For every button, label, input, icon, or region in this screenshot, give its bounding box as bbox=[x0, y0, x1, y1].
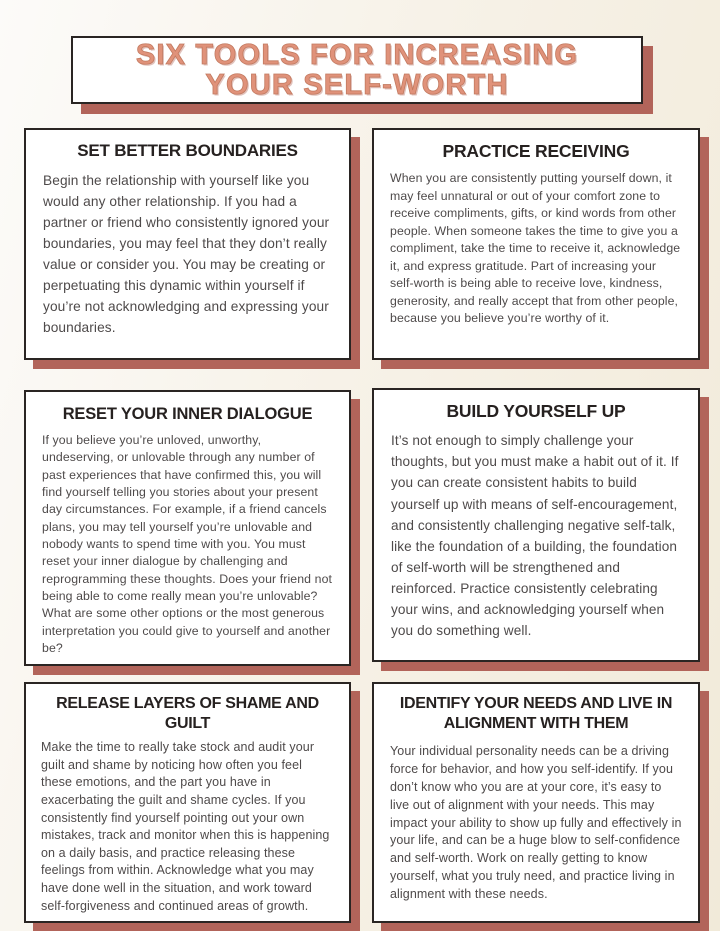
card-body-text: It’s not enough to simply challenge your thoughts, but you must make a habit out of it. If you can create consistent habits to build yourself up with means of self-encouragement, and consistently challenging negative self-talk, like the foundation of a building, the foundation of self-worth will be strengthened and reinforced. Practice consistently celebrating your wins, and acknowledging yourself when you do something well. bbox=[391, 433, 679, 638]
card-set-better-boundaries bbox=[24, 128, 351, 360]
card-reset-your-inner-dialogue bbox=[24, 390, 351, 666]
poster-title-line-1: SIX TOOLS FOR INCREASING bbox=[135, 38, 579, 71]
card-title: PRACTICE RECEIVING bbox=[442, 141, 630, 161]
card-body-text: If you believe you’re unloved, unworthy, undeserving, or unlovable through any number of past experiences that have confirmed this, you will find yourself telling you stories about your present day circumstances. For example, if a friend cancels plans, you may tell yourself you’re unlovable and nobody wants to spend time with you. You must reset your inner dialogue by challenging and reprogramming these thoughts. Does your friend not being able to come really mean you’re unlovable? What are some other options or the most generous interpretation you could give to yourself and another be? bbox=[42, 433, 333, 656]
card-title: RELEASE LAYERS OF SHAME AND GUILT bbox=[56, 695, 319, 732]
card-title: RESET YOUR INNER DIALOGUE bbox=[62, 405, 313, 423]
poster-title-line-2: YOUR SELF-WORTH bbox=[205, 69, 509, 101]
card-build-yourself-up bbox=[372, 388, 700, 662]
card-body-text: When you are consistently putting yourself down, it may feel unnatural or out of your comfort zone to receive compliments, gifts, or kind words from other people. When someone takes the time to give you a compliment, take the time to receive it, acknowledge it, and express gratitude. Part of increasing your self-worth is being able to receive love, kindness, generosity, and really accept that from other people, because you believe you’re worthy of it. bbox=[390, 171, 681, 325]
card-body-text: Your individual personality needs can be a driving force for behavior, and how you self-identify. If you don’t know who you are at your core, it’s easy to live out of alignment with your needs. This may impact your ability to show up fully and effectively in your life, and can be a huge blow to self-confidence and self-worth. Work on really getting to know yourself, what you truly need, and practice living in alignment with these needs. bbox=[390, 744, 682, 902]
card-title: IDENTIFY YOUR NEEDS AND LIVE IN ALIGNMENT WITH THEM bbox=[399, 695, 673, 732]
card-identify-your-needs bbox=[372, 682, 700, 923]
card-release-layers-of-shame-and-guilt bbox=[24, 682, 351, 923]
card-practice-receiving bbox=[372, 128, 700, 360]
card-title: SET BETTER BOUNDARIES bbox=[77, 141, 298, 160]
card-body-text: Make the time to really take stock and audit your guilt and shame by noticing how often you feel these emotions, and the part you have in exacerbating the guilt and shame cycles. If you consistently find yourself pointing out your own mistakes, track and monitor when this is happening on a daily basis, and practice releasing these feelings from within. Acknowledge what you may have done well in the situation, and work toward self-forgiveness and continued areas of growth. bbox=[41, 740, 330, 913]
card-body-text: Begin the relationship with yourself like you would any other relationship. If you had a partner or friend who consistently ignored your boundaries, you may feel that they don’t really value or consider you. You may be creating or perpetuating this dynamic within yourself if you’re not acknowledging and expressing your boundaries. bbox=[43, 172, 330, 336]
poster-title-box bbox=[71, 36, 643, 104]
card-title: BUILD YOURSELF UP bbox=[446, 401, 626, 421]
